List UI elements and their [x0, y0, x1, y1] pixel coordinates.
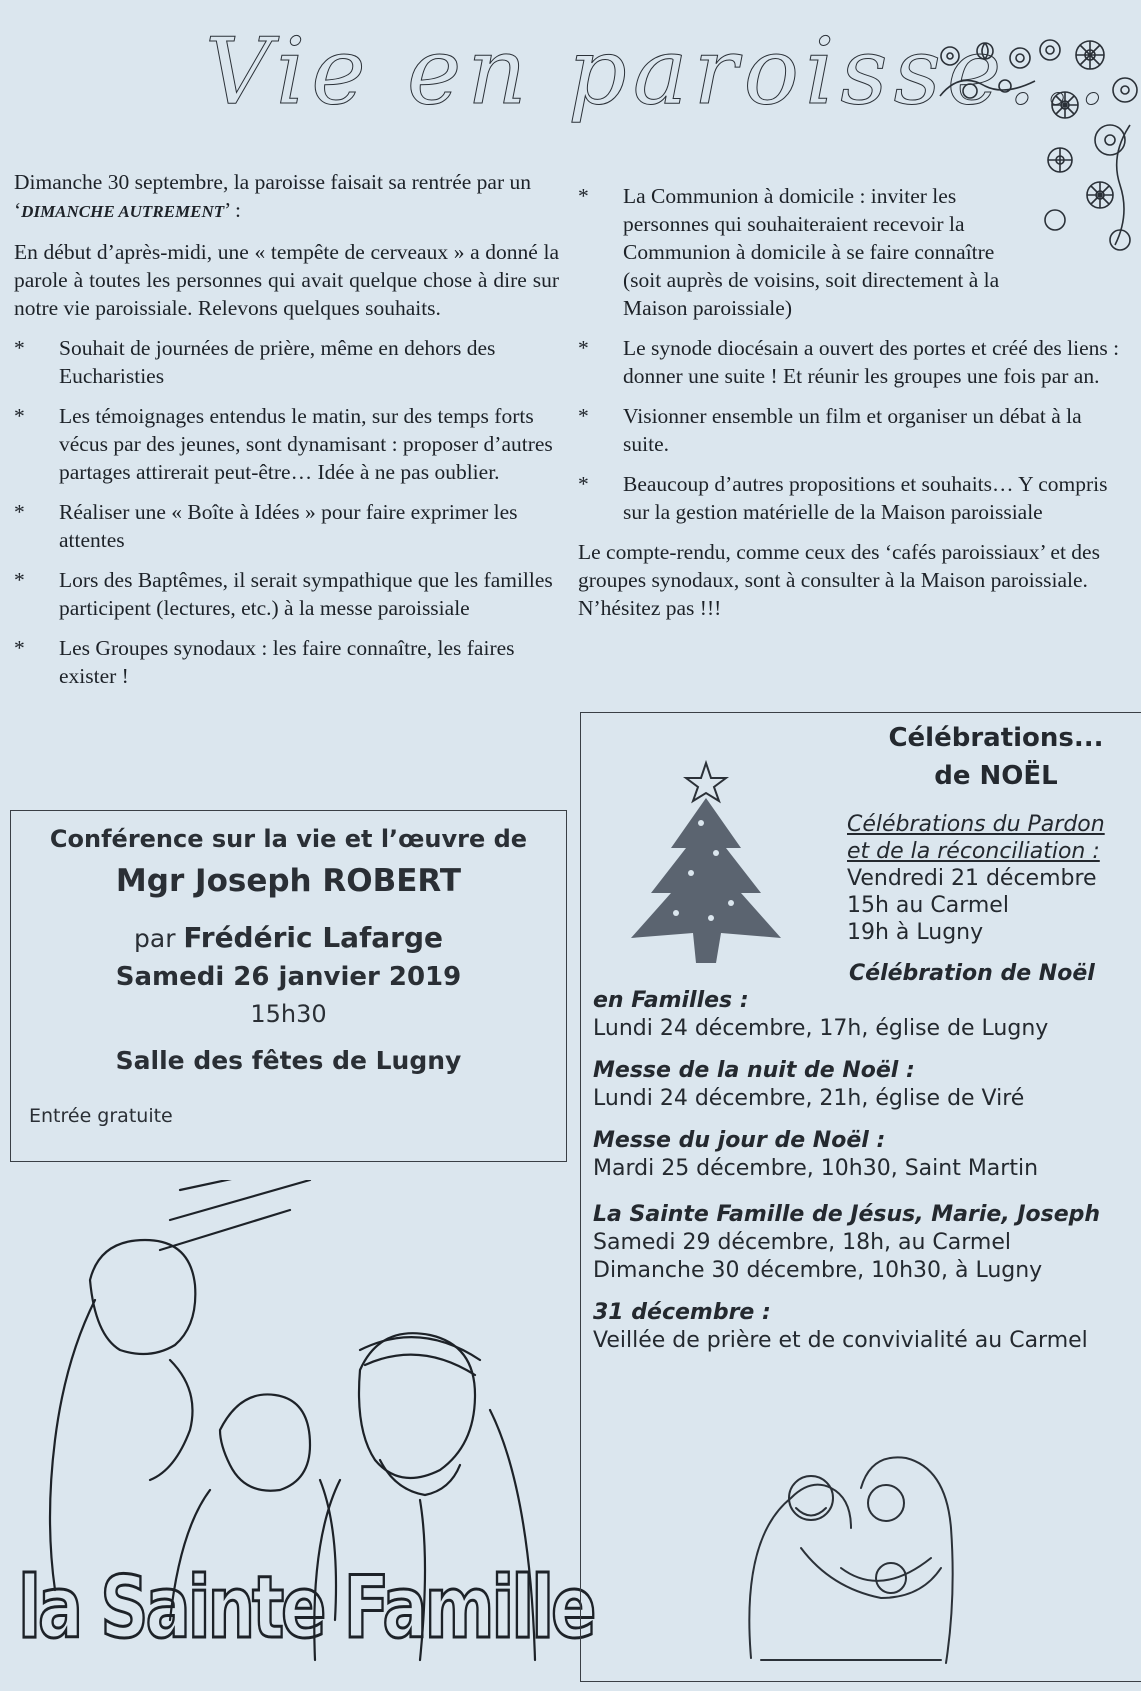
christmas-title: Célébrations... de NOËL [888, 723, 1104, 791]
list-item: * Réaliser une « Boîte à Idées » pour faire exprimer les attentes [14, 500, 518, 552]
event-item: Messe du jour de Noël : Mardi 25 décembre, 10h30, Saint Martin [593, 1128, 1039, 1181]
conference-speaker: par Frédéric Lafarge [134, 921, 443, 954]
christmas-box [580, 712, 1141, 1682]
list-item: * Souhait de journées de prière, même en dehors des Eucharisties [14, 336, 496, 388]
proposals-list-continued [578, 334, 1123, 526]
list-item: * La Communion à domicile : inviter les personnes qui souhaiteraient recevoir la Communion à domicile à se faire connaître (soit auprès de voisins, soit directement à la Maison paroissiale) [578, 184, 1000, 320]
holy-family-caption: la Sainte Famille [18, 1558, 594, 1658]
list-item: * Lors des Baptêmes, il serait sympathique que les familles participent (lectures, etc.) à la messe paroissiale [14, 568, 553, 620]
nativity-icon [741, 1428, 961, 1668]
pardon-section: Célébrations du Pardon et de la réconciliation : Vendredi 21 décembre 15h au Carmel 19h à Lugny [847, 812, 1105, 945]
list-item: * Le synode diocésain a ouvert des portes et créé des liens : donner une suite ! Et réunir les groupes une fois par an. [578, 336, 1120, 388]
conference-subject: Mgr Joseph ROBERT [115, 863, 462, 899]
conference-place: Salle des fêtes de Lugny [115, 1046, 462, 1075]
event-item: 31 décembre : Veillée de prière et de convivialité au Carmel [593, 1300, 1088, 1353]
page-title: Vie en paroisse... [205, 18, 1114, 125]
conference-entry: Entrée gratuite [29, 1105, 173, 1127]
christmas-tree-icon [601, 753, 831, 983]
conference-box [10, 810, 567, 1162]
list-item: * Les témoignages entendus le matin, sur des temps forts vécus par des jeunes, sont dynamisant : proposer d’autres partages attirerait peut-être… Idée à ne pas oublier. [14, 404, 553, 484]
christmas-events [593, 987, 1133, 1369]
celebration-heading: Célébration de Noël [849, 961, 1095, 986]
intro-paragraph: Dimanche 30 septembre, la paroisse faisait sa rentrée par un ‘DIMANCHE AUTREMENT’ : [14, 170, 531, 222]
right-column [578, 182, 1123, 634]
conference-time: 15h30 [250, 1000, 327, 1028]
list-item: * Les Groupes synodaux : les faire connaître, les faires exister ! [14, 636, 515, 688]
left-column [14, 168, 559, 702]
brainstorm-paragraph: En début d’après-midi, une « tempête de cerveaux » a donné la parole à toutes les personnes qui avait quelque chose à dire sur notre vie paroissiale. Relevons quelques souhaits. [14, 240, 559, 320]
event-item: Messe de la nuit de Noël : Lundi 24 décembre, 21h, église de Viré [593, 1058, 1025, 1111]
event-item: en Familles : Lundi 24 décembre, 17h, église de Lugny [593, 988, 1049, 1041]
list-item: * Beaucoup d’autres propositions et souhaits… Y compris sur la gestion matérielle de la Maison paroissiale [578, 472, 1108, 524]
list-item: * Visionner ensemble un film et organiser un débat à la suite. [578, 404, 1082, 456]
wishes-list [14, 334, 559, 690]
conference-heading: Conférence sur la vie et l’œuvre de [49, 825, 528, 853]
event-item: La Sainte Famille de Jésus, Marie, Joseph Samedi 29 décembre, 18h, au Carmel Dimanche 30 décembre, 10h30, à Lugny [593, 1202, 1101, 1283]
proposals-list [578, 182, 1018, 322]
conference-date: Samedi 26 janvier 2019 [115, 962, 462, 992]
flower-decoration-icon [930, 36, 1040, 116]
closing-paragraph: Le compte-rendu, comme ceux des ‘cafés paroissiaux’ et des groupes synodaux, sont à consulter à la Maison paroissiale. N’hésitez pas !!! [578, 540, 1100, 620]
